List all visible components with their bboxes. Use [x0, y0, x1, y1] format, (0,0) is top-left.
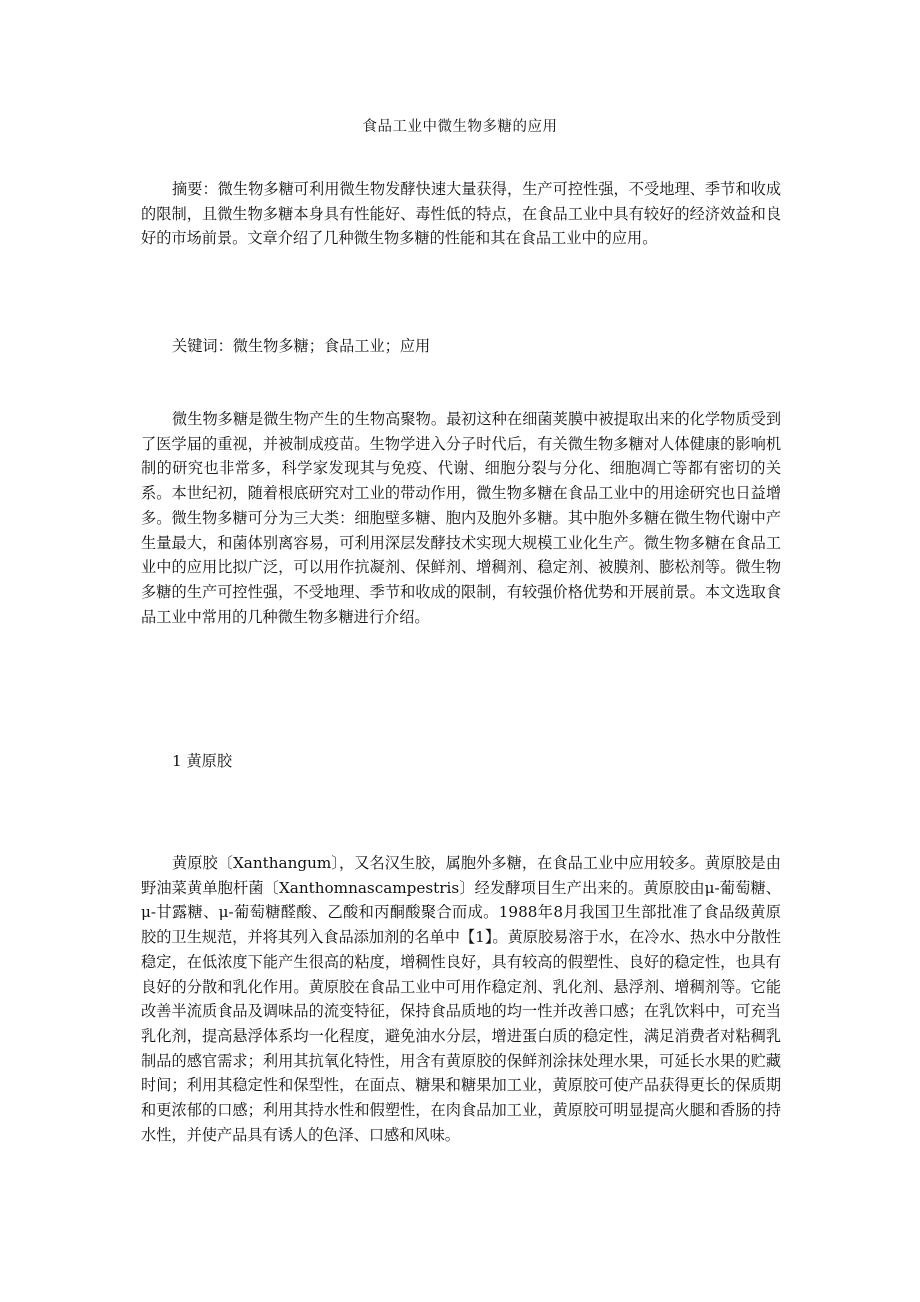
document-title: 食品工业中微生物多糖的应用: [362, 119, 558, 135]
section-heading-xanthan: 1 黄原胶: [172, 752, 233, 770]
abstract-paragraph: 摘要：微生物多糖可利用微生物发酵快速大量获得，生产可控性强，不受地理、季节和收成的限制，且微生物多糖本身具有性能好、毒性低的特点，在食品工业中具有较好的经济效益和良好的市场前景。文章介绍了几种微生物多糖的性能和其在食品工业中的应用。: [141, 180, 781, 248]
introduction-paragraph: 微生物多糖是微生物产生的生物高聚物。最初这种在细菌荚膜中被提取出来的化学物质受到了医学届的重视，并被制成疫苗。生物学进入分子时代后，有关微生物多糖对人体健康的影响机制的研究也非常多，科学家发现其与免疫、代谢、细胞分裂与分化、细胞凋亡等都有密切的关系。本世纪初，随着根底研究对工业的带动作用，微生物多糖在食品工业中的用途研究也日益增多。微生物多糖可分为三大类：细胞壁多糖、胞内及胞外多糖。其中胞外多糖在微生物代谢中产生量最大，和菌体别离容易，可利用深层发酵技术实现大规模工业化生产。微生物多糖在食品工业中的应用比拟广泛，可以用作抗凝剂、保鲜剂、增稠剂、稳定剂、被膜剂、膨松剂等。微生物多糖的生产可控性强，不受地理、季节和收成的限制，有较强价格优势和开展前景。本文选取食品工业中常用的几种微生物多糖进行介绍。: [141, 410, 781, 626]
keywords-paragraph: 关键词：微生物多糖；食品工业；应用: [172, 337, 431, 355]
xanthan-gum-paragraph: 黄原胶〔Xanthangum〕，又名汉生胶，属胞外多糖，在食品工业中应用较多。黄原胶是由野油菜黄单胞杆菌〔Xanthomnascampestris〕经发酵项目生产出来的。黄原胶由μ-葡萄糖、μ-甘露糖、μ-葡萄糖醛酸、乙酸和丙酮酸聚合而成。1988年8月我国卫生部批准了食品级黄原胶的卫生规范，并将其列入食品添加剂的名单中【1】。黄原胶易溶于水，在冷水、热水中分散性稳定，在低浓度下能产生很高的粘度，增稠性良好，具有较高的假塑性、良好的稳定性，也具有良好的分散和乳化作用。黄原胶在食品工业中可用作稳定剂、乳化剂、悬浮剂、增稠剂等。它能改善半流质食品及调味品的流变特征，保持食品质地的均一性并改善口感；在乳饮料中，可充当乳化剂，提高悬浮体系均一化程度，避免油水分层，增进蛋白质的稳定性，满足消费者对粘稠乳制品的感官需求；利用其抗氧化特性，用含有黄原胶的保鲜剂涂抹处理水果，可延长水果的贮藏时间；利用其稳定性和保型性，在面点、糖果和糖果加工业，黄原胶可使产品获得更长的保质期和更浓郁的口感；利用其持水性和假塑性，在肉食品加工业，黄原胶可明显提高火腿和香肠的持水性，并使产品具有诱人的色泽、口感和风味。: [141, 854, 781, 1144]
